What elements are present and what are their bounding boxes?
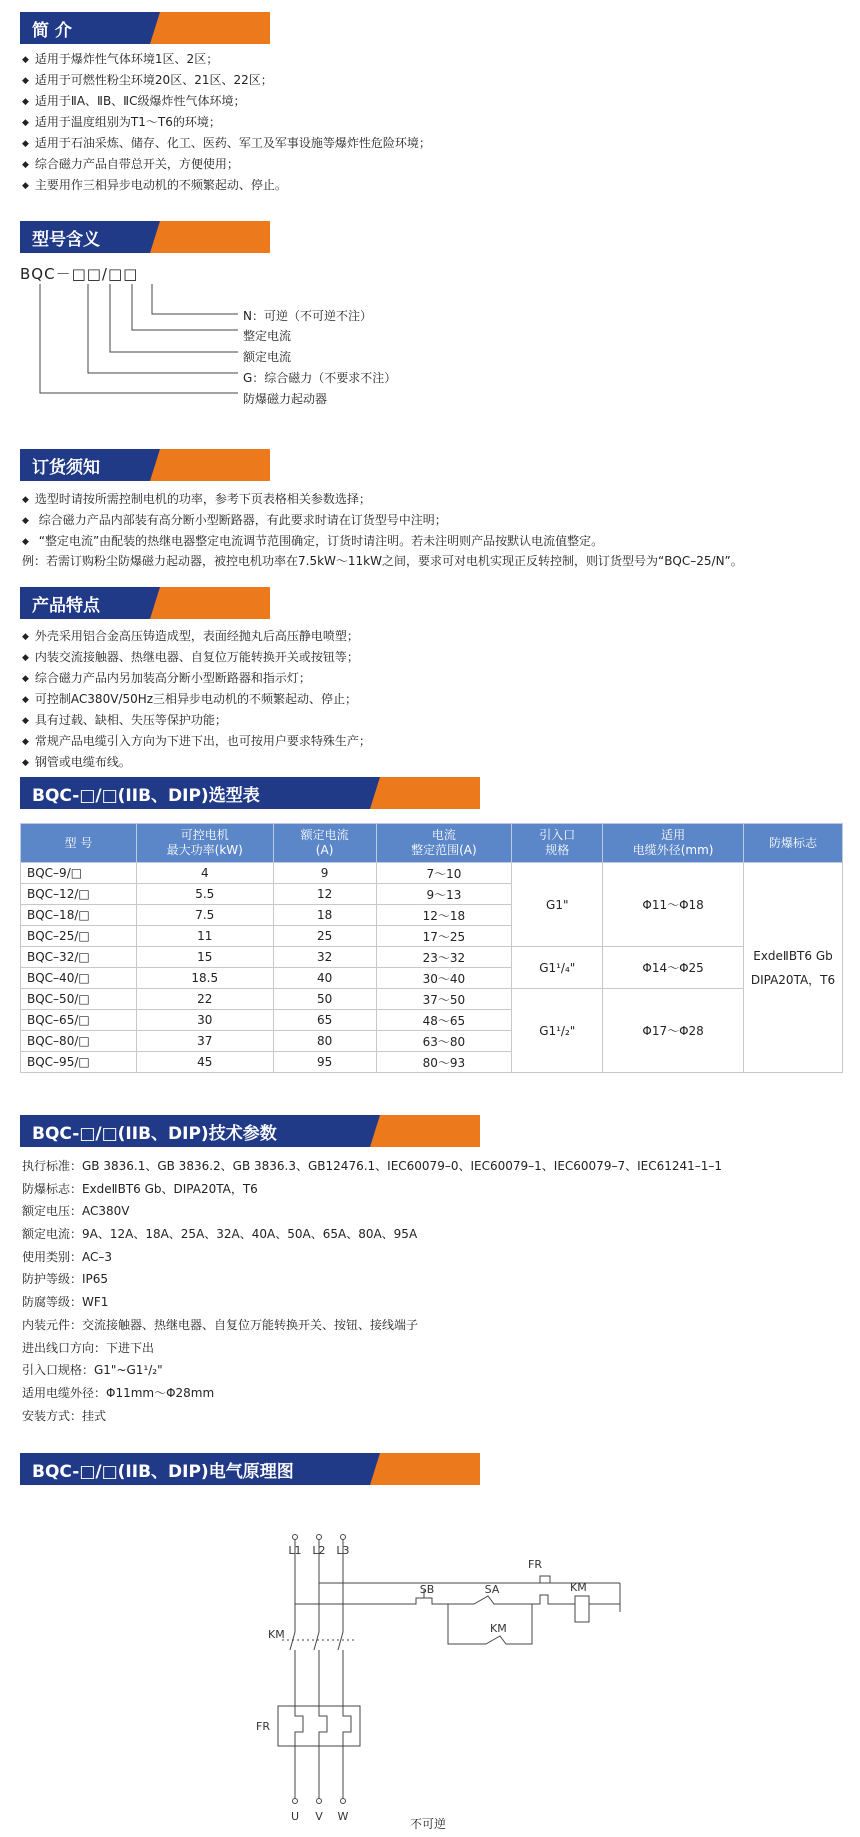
wiring-diagram: [0, 1520, 860, 1820]
diagram-label: KM: [490, 1622, 507, 1635]
param-item: 执行标准：GB 3836.1、GB 3836.2、GB 3836.3、GB12476.1、IEC60079–0、IEC60079–1、IEC60079–7、IEC61241–1–1: [22, 1159, 723, 1173]
section-header-params: [20, 1115, 480, 1147]
column-header: 型 号: [21, 824, 137, 863]
list-item: ◆ 外壳采用铝合金高压铸造成型，表面经抛丸后高压静电喷塑；: [22, 626, 371, 647]
diagram-label: L3: [336, 1544, 350, 1557]
table-cell: 11: [136, 926, 273, 947]
section-title: 订货须知: [20, 449, 150, 481]
param-item: 引入口规格：G1"~G1¹/₂": [22, 1363, 163, 1378]
table-cell: 18: [273, 905, 376, 926]
list-item: ◆ 选型时请按所需控制电机的功率，参考下页表格相关参数选择；: [22, 489, 603, 510]
list-item: ◆ 可控制AC380V/50Hz三相异步电动机的不频繁起动、停止；: [22, 689, 371, 710]
column-header: 防爆标志: [744, 824, 843, 863]
param-item: 防爆标志：ExdeⅡBT6 Gb、DIPA20TA，T6: [22, 1181, 258, 1196]
table-cell: G1¹/₄": [512, 947, 603, 989]
params-list: [22, 1155, 722, 1427]
ex-mark-line: ExdeⅡBT6 Gb: [753, 948, 833, 963]
list-item: ◆ 适用于可燃性粉尘环境20区、21区、22区；: [22, 70, 431, 91]
diagram-label: KM: [268, 1628, 285, 1641]
table-cell: 45: [136, 1052, 273, 1073]
column-header: 额定电流 (A): [273, 824, 376, 863]
table-cell: 37～50: [376, 989, 512, 1010]
param-item: 进出线口方向：下进下出: [22, 1340, 155, 1355]
table-cell: 7.5: [136, 905, 273, 926]
section-header-diagram: [20, 1453, 480, 1485]
table-cell: G1¹/₂": [512, 989, 603, 1073]
param-item: 使用类别：AC–3: [22, 1249, 113, 1264]
table-cell: 9: [273, 863, 376, 884]
model-label: N：可逆（不可逆不注）: [243, 309, 372, 323]
column-header: 电流 整定范围(A): [376, 824, 512, 863]
order-list: [22, 489, 603, 552]
order-example: 例：若需订购粉尘防爆磁力起动器，被控电机功率在7.5kW～11kW之间，要求可对电机实现正反转控制，则订货型号为“BQC–25/N”。: [22, 554, 743, 568]
table-cell: 23～32: [376, 947, 512, 968]
diagram-label: U: [290, 1810, 300, 1820]
table-cell: BQC–95/□: [21, 1052, 137, 1073]
table-cell: Φ17～Φ28: [603, 989, 744, 1073]
table-cell: 4: [136, 863, 273, 884]
list-item: ◆ 常规产品电缆引入方向为下进下出，也可按用户要求特殊生产；: [22, 731, 371, 752]
param-item: 防腐等级：WF1: [22, 1295, 109, 1310]
diagram-caption: 不可逆: [410, 1817, 447, 1831]
table-cell: 22: [136, 989, 273, 1010]
list-item: ◆ 具有过载、缺相、失压等保护功能；: [22, 710, 371, 731]
diagram-label: L1: [288, 1544, 302, 1557]
table-header-row: [21, 824, 843, 863]
list-item: ◆ 适用于爆炸性气体环境1区、2区；: [22, 49, 431, 70]
table-cell: 5.5: [136, 884, 273, 905]
table-cell: 80: [273, 1031, 376, 1052]
model-code: BQC－□□/□□: [20, 265, 139, 283]
list-item: ◆ 综合磁力产品内部装有高分断小型断路器，有此要求时请在订货型号中注明；: [22, 510, 603, 531]
table-cell: BQC–40/□: [21, 968, 137, 989]
table-cell: 17～25: [376, 926, 512, 947]
table-cell: 30～40: [376, 968, 512, 989]
intro-list: [22, 49, 431, 196]
table-cell: 65: [273, 1010, 376, 1031]
list-item: ◆ 适用于ⅡA、ⅡB、ⅡC级爆炸性气体环境；: [22, 91, 431, 112]
table-cell: 40: [273, 968, 376, 989]
table-cell: 9～13: [376, 884, 512, 905]
diagram-label: W: [337, 1810, 349, 1820]
table-cell: BQC–9/□: [21, 863, 137, 884]
table-cell: 18.5: [136, 968, 273, 989]
table-cell: 63～80: [376, 1031, 512, 1052]
diagram-label: SB: [419, 1583, 435, 1596]
model-label: 防爆磁力起动器: [243, 392, 328, 406]
diagram-label: KM: [570, 1581, 587, 1594]
table-cell: 80～93: [376, 1052, 512, 1073]
table-cell: 30: [136, 1010, 273, 1031]
diagram-label: SA: [484, 1583, 500, 1596]
model-labels: [243, 306, 396, 410]
column-header: 适用 电缆外径(mm): [603, 824, 744, 863]
param-item: 内装元件：交流接触器、热继电器、自复位万能转换开关、按钮、接线端子: [22, 1317, 419, 1332]
column-header: 可控电机 最大功率(kW): [136, 824, 273, 863]
table-cell: BQC–80/□: [21, 1031, 137, 1052]
model-label: 整定电流: [243, 329, 292, 343]
table-cell: BQC–32/□: [21, 947, 137, 968]
table-cell: 37: [136, 1031, 273, 1052]
table-cell: 95: [273, 1052, 376, 1073]
param-item: 防护等级：IP65: [22, 1272, 109, 1287]
table-cell: 48～65: [376, 1010, 512, 1031]
model-label: 额定电流: [243, 350, 292, 364]
section-title: 产品特点: [20, 587, 150, 619]
section-title: BQC-□/□(IIB、DIP)选型表: [20, 777, 370, 809]
list-item: ◆ “整定电流”由配装的热继电器整定电流调节范围确定，订货时请注明。若未注明则产品按默认电流值整定。: [22, 531, 603, 552]
list-item: ◆ 内装交流接触器、热继电器、自复位万能转换开关或按钮等；: [22, 647, 371, 668]
table-cell: Φ11～Φ18: [603, 863, 744, 947]
column-header: 引入口 规格: [512, 824, 603, 863]
table-row: [21, 947, 843, 968]
table-cell: 15: [136, 947, 273, 968]
list-item: ◆ 综合磁力产品自带总开关，方便使用；: [22, 154, 431, 175]
section-header-order: [20, 449, 270, 481]
table-row: [21, 863, 843, 884]
ex-mark-cell: [744, 863, 843, 1073]
param-item: 安装方式：挂式: [22, 1408, 107, 1423]
diagram-label: FR: [256, 1720, 270, 1733]
list-item: ◆ 适用于石油采炼、储存、化工、医药、军工及军事设施等爆炸性危险环境；: [22, 133, 431, 154]
list-item: ◆ 主要用作三相异步电动机的不频繁起动、停止。: [22, 175, 431, 196]
list-item: ◆ 综合磁力产品内另加装高分断小型断路器和指示灯；: [22, 668, 371, 689]
param-item: 额定电压：AC380V: [22, 1204, 130, 1219]
table-cell: 32: [273, 947, 376, 968]
section-header-intro: [20, 12, 270, 44]
table-cell: 12: [273, 884, 376, 905]
table-cell: 50: [273, 989, 376, 1010]
diagram-label: FR: [528, 1558, 542, 1571]
list-item: ◆ 适用于温度组别为T1～T6的环境；: [22, 112, 431, 133]
table-cell: 7～10: [376, 863, 512, 884]
table-cell: BQC–18/□: [21, 905, 137, 926]
selection-table: [20, 823, 843, 1073]
table-cell: Φ14～Φ25: [603, 947, 744, 989]
section-title: BQC-□/□(IIB、DIP)电气原理图: [20, 1453, 370, 1485]
section-title: 型号含义: [20, 221, 150, 253]
ex-mark-line: DIPA20TA，T6: [750, 972, 836, 987]
model-label: G：综合磁力（不要求不注）: [243, 371, 397, 385]
table-row: [21, 989, 843, 1010]
table-cell: 25: [273, 926, 376, 947]
section-title: BQC-□/□(IIB、DIP)技术参数: [20, 1115, 370, 1147]
table-cell: 12～18: [376, 905, 512, 926]
table-cell: BQC–25/□: [21, 926, 137, 947]
section-header-features: [20, 587, 270, 619]
param-item: 适用电缆外径：Φ11mm～Φ28mm: [22, 1385, 215, 1400]
section-header-table: [20, 777, 480, 809]
table-cell: BQC–12/□: [21, 884, 137, 905]
diagram-label: V: [315, 1810, 323, 1820]
features-list: [22, 626, 371, 773]
section-title: 简 介: [20, 12, 150, 44]
diagram-label: L2: [312, 1544, 326, 1557]
section-header-model: [20, 221, 270, 253]
table-cell: G1": [512, 863, 603, 947]
list-item: ◆ 钢管或电缆布线。: [22, 752, 371, 773]
table-cell: BQC–65/□: [21, 1010, 137, 1031]
param-item: 额定电流：9A、12A、18A、25A、32A、40A、50A、65A、80A、95A: [22, 1227, 418, 1242]
table-cell: BQC–50/□: [21, 989, 137, 1010]
